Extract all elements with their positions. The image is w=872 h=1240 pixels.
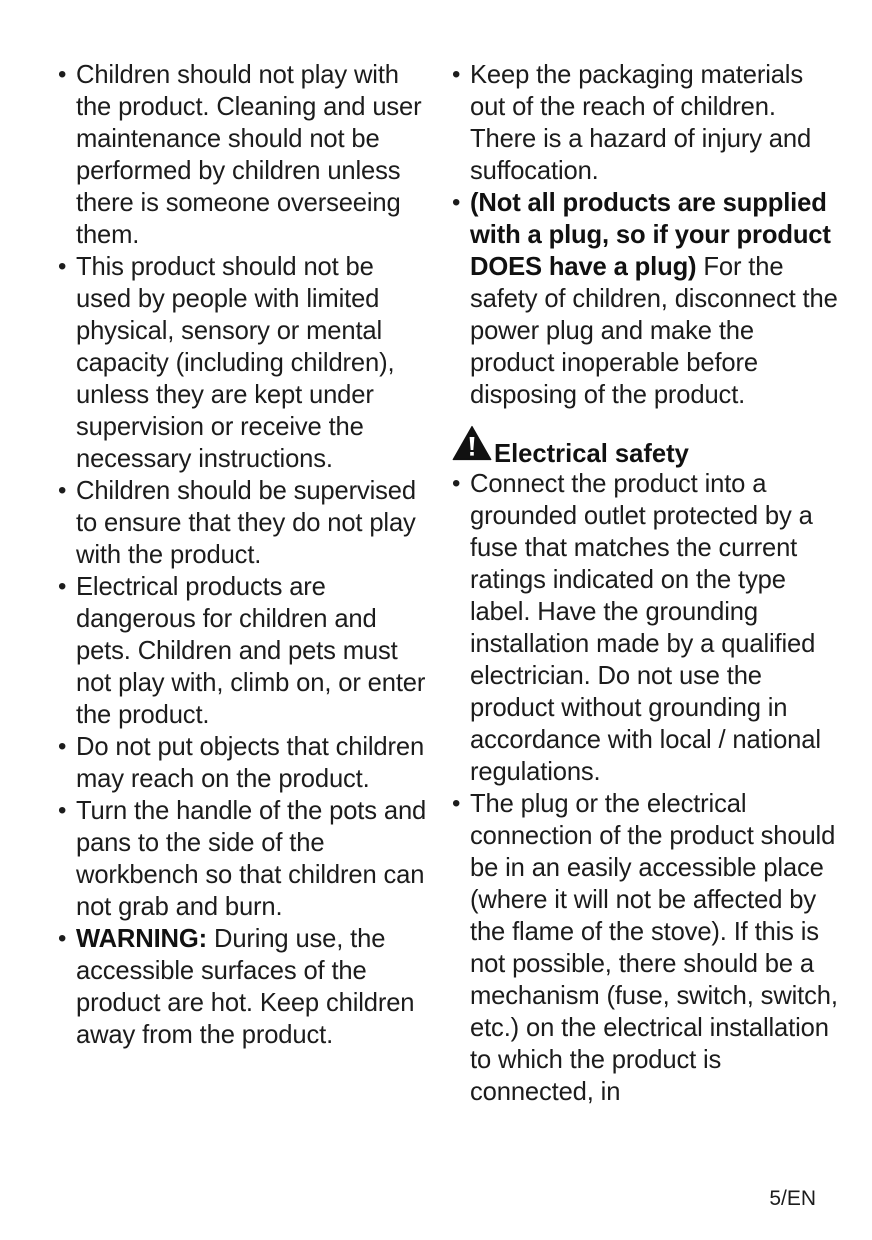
- list-item: [58, 59, 428, 251]
- electrical-safety-list: [452, 468, 844, 1108]
- item-text: Turn the handle of the pots and pans to the side of the workbench so that children can not grab and burn.: [76, 797, 427, 921]
- list-item: [58, 251, 428, 475]
- item-text: Children should be supervised to ensure that they do not play with the product.: [76, 477, 416, 569]
- packaging-safety-list: [452, 59, 844, 411]
- item-text: The plug or the electrical connection of the product should be in an easily accessible place (where it will not be affected by the flame of the stove). If this is not possible, there should be a mechanism (fuse, switch, switch, etc.) on the electrical installation to which the product is connected, in: [470, 790, 838, 1106]
- list-item: [452, 59, 844, 187]
- item-text: Do not put objects that children may reach on the product.: [76, 733, 425, 793]
- left-column: [58, 59, 428, 1051]
- list-item: [452, 788, 844, 1108]
- child-safety-list: [58, 59, 428, 1051]
- item-text: Electrical products are dangerous for children and pets. Children and pets must not play with, climb on, or enter the product.: [76, 573, 426, 729]
- list-item: [58, 475, 428, 571]
- list-item: [58, 571, 428, 731]
- list-item: [58, 731, 428, 795]
- right-column: [452, 59, 844, 1108]
- list-item: [58, 795, 428, 923]
- item-text: Keep the packaging materials out of the reach of children. There is a hazard of injury and suffocation.: [470, 61, 812, 185]
- electrical-safety-heading: [452, 426, 844, 468]
- warning-label: WARNING:: [76, 925, 208, 953]
- item-text: During use, the accessible surfaces of the product are hot. Keep children away from the product.: [76, 925, 415, 1049]
- list-item: [452, 468, 844, 788]
- section-title: Electrical safety: [494, 440, 689, 468]
- list-item-warning: [58, 923, 428, 1051]
- item-text: For the safety of children, disconnect the power plug and make the product inoperable before disposing of the product.: [470, 253, 838, 409]
- item-text: This product should not be used by people with limited physical, sensory or mental capacity (including children), unless they are kept under supervision or receive the necessary instructions.: [76, 253, 395, 473]
- item-text: Children should not play with the product. Cleaning and user maintenance should not be performed by children unless there is someone overseeing them.: [76, 61, 422, 249]
- warning-triangle-icon: [452, 425, 492, 461]
- plug-note-bold-text: (Not all products are supplied with a plug, so if your product DOES have a plug): [470, 189, 831, 281]
- item-text: Connect the product into a grounded outlet protected by a fuse that matches the current ratings indicated on the type label. Have the grounding installation made by a qualified electrician. Do not use the product without grounding in accordance with local / national regulations.: [470, 470, 821, 786]
- list-item: [452, 187, 844, 411]
- page-number: 5/EN: [769, 1187, 816, 1210]
